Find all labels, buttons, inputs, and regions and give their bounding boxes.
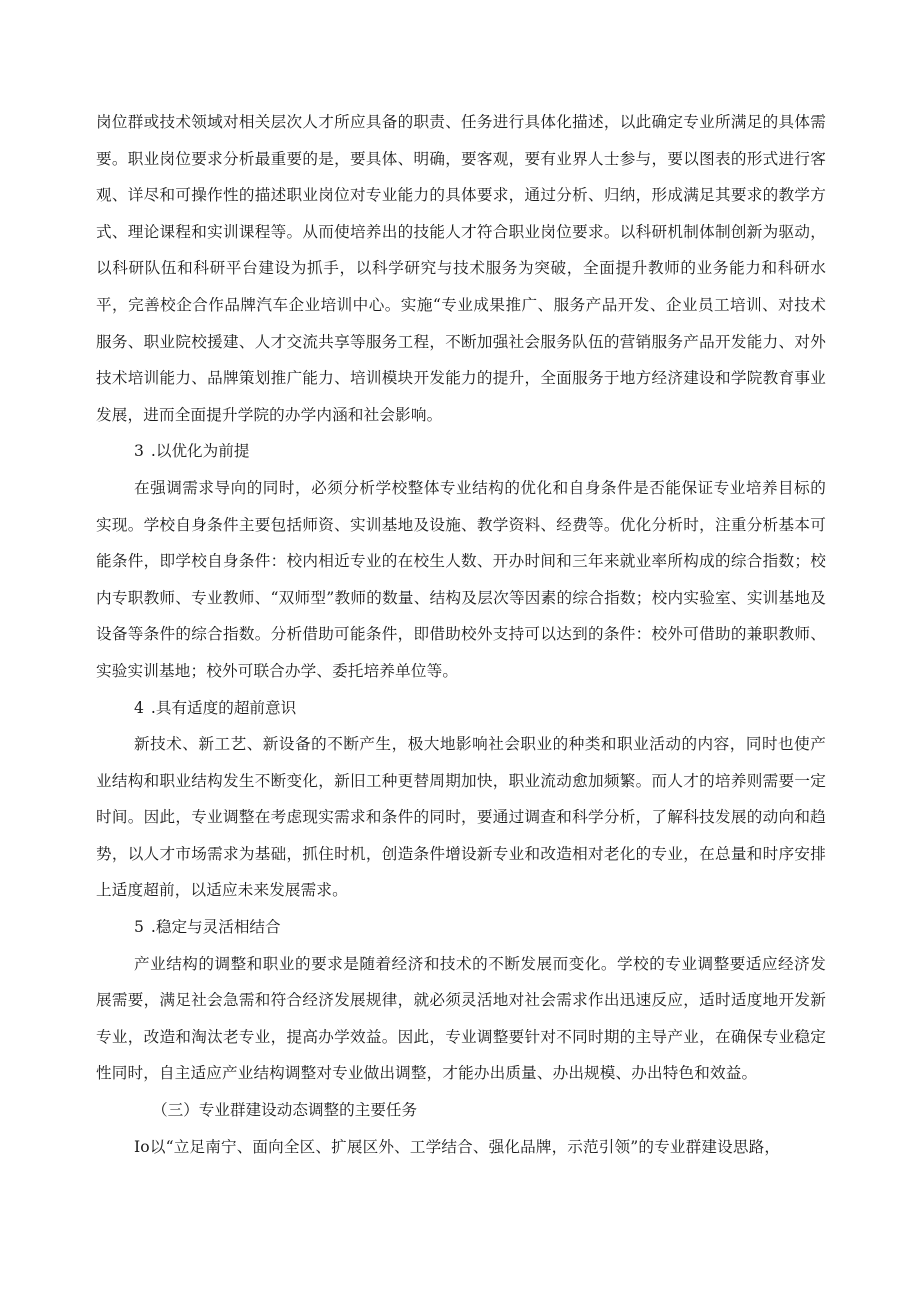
subsection-heading: （三）专业群建设动态调整的主要任务 [152, 1101, 418, 1120]
body-paragraph: 产业结构的调整和职业的要求是随着经济和技术的不断发展而变化。学校的专业调整要适应经济发展需要，满足社会急需和符合经济发展规律，就必须灵活地对社会需求作出迅速反应，适时适度地开发新专业，改造和淘汰老专业，提高办学效益。因此，专业调整要针对不同时期的主导产业，在确保专业稳定性同时，自主适应产业结构调整对专业做出调整，才能办出质量、办出规模、办出特色和效益。 [96, 954, 826, 1083]
heading-text: .具有适度的超前意识 [150, 698, 297, 717]
body-paragraph: 在强调需求导向的同时，必须分析学校整体专业结构的优化和自身条件是否能保证专业培养目标的实现。学校自身条件主要包括师资、实训基地及设施、教学资料、经费等。优化分析时，注重分析基本可能条件，即学校自身条件：校内相近专业的在校生人数、开办时间和三年来就业率所构成的综合指数；校内专职教师、专业教师、“双师型”教师的数量、结构及层次等因素的综合指数；校内实验室、实训基地及设备等条件的综合指数。分析借助可能条件，即借助校外支持可以达到的条件：校外可借助的兼职教师、实验实训基地；校外可联合办学、委托培养单位等。 [96, 478, 826, 680]
body-paragraph: Io以“立足南宁、面向全区、扩展区外、工学结合、强化品牌，示范引领”的专业群建设思路， [134, 1137, 781, 1156]
section-heading-3 [96, 433, 826, 470]
section-heading-4 [96, 690, 826, 727]
heading-number: 5 [134, 918, 146, 937]
section-heading-5 [96, 909, 826, 946]
heading-text: .以优化为前提 [150, 442, 250, 461]
heading-number: 3 [134, 442, 146, 461]
body-paragraph: 新技术、新工艺、新设备的不断产生，极大地影响社会职业的种类和职业活动的内容，同时也使产业结构和职业结构发生不断变化，新旧工种更替周期加快，职业流动愈加频繁。而人才的培养则需要一定时间。因此，专业调整在考虑现实需求和条件的同时，要通过调查和科学分析，了解科技发展的动向和趋势，以人才市场需求为基础，抓住时机，创造条件增设新专业和改造相对老化的专业，在总量和时序安排上适度超前，以适应未来发展需求。 [96, 735, 826, 900]
heading-number: 4 [134, 698, 146, 717]
body-paragraph: 岗位群或技术领域对相关层次人才所应具备的职责、任务进行具体化描述，以此确定专业所满足的具体需要。职业岗位要求分析最重要的是，要具体、明确，要客观，要有业界人士参与，要以图表的形式进行客观、详尽和可操作性的描述职业岗位对专业能力的具体要求，通过分析、归纳，形成满足其要求的教学方式、理论课程和实训课程等。从而使培养出的技能人才符合职业岗位要求。以科研机制体制创新为驱动，以科研队伍和科研平台建设为抓手，以科学研究与技术服务为突破，全面提升教师的业务能力和科研水平，完善校企合作品牌汽车企业培训中心。实施“专业成果推广、服务产品开发、企业员工培训、对技术服务、职业院校援建、人才交流共享等服务工程，不断加强社会服务队伍的营销服务产品开发能力、对外技术培训能力、品牌策划推广能力、培训模块开发能力的提升，全面服务于地方经济建设和学院教育事业发展，进而全面提升学院的办学内涵和社会影响。 [96, 113, 826, 424]
heading-text: .稳定与灵活相结合 [150, 918, 281, 937]
